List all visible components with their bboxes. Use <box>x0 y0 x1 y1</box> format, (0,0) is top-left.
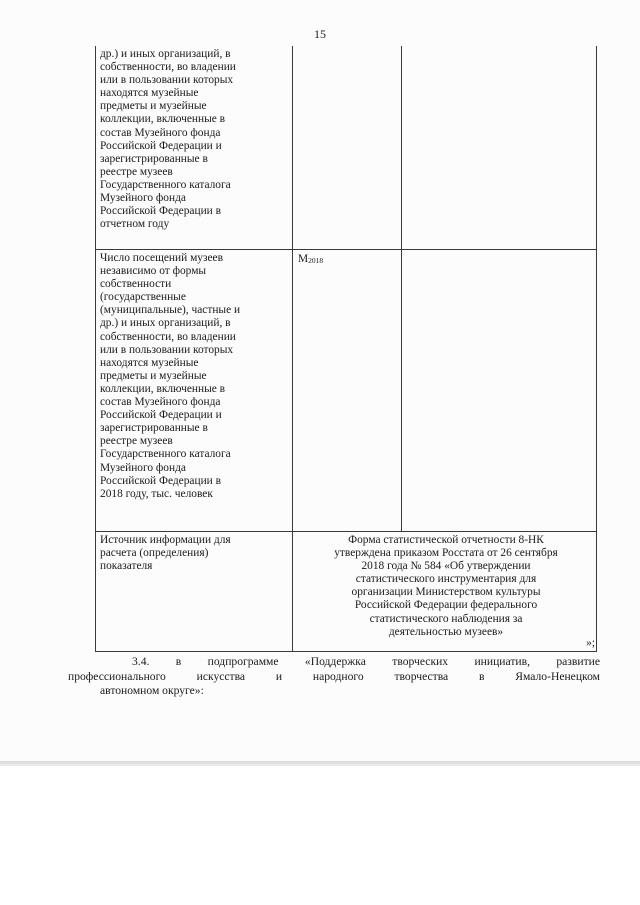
label-line: коллекции, включенные в <box>100 382 226 395</box>
source-line: статистического наблюдения за <box>369 612 523 625</box>
page-number: 15 <box>314 27 326 41</box>
label-line: расчета (определения) <box>100 547 209 560</box>
label-line: состав Музейного фонда <box>100 126 221 139</box>
label-line: отчетном году <box>100 218 170 231</box>
label-line: (государственные <box>100 291 186 304</box>
label-line: или в пользовании которых <box>100 343 234 356</box>
label-line: зарегистрированные в <box>100 152 208 165</box>
symbol-letter: M <box>298 253 309 265</box>
paragraph-line-3: автономном округе»: <box>100 684 204 698</box>
label-line: др.) и иных организаций, в <box>100 317 231 330</box>
paragraph-line-1: 3.4. в подпрограмме «Поддержка творческих инициатив, развитие <box>132 655 600 668</box>
label-line: собственности, во владении <box>100 330 236 343</box>
table-row-2-symbol <box>298 253 398 267</box>
label-line: находятся музейные <box>100 87 199 100</box>
source-line: организации Министерством культуры <box>351 586 541 599</box>
source-line: статистического инструментария для <box>355 573 537 586</box>
table-column-divider-main <box>292 531 293 652</box>
table-row-3-source <box>298 534 594 639</box>
label-line: др.) и иных организаций, в <box>100 48 231 60</box>
table-row-divider-2 <box>95 531 597 532</box>
table-column-divider-2 <box>401 46 402 531</box>
table-border-right <box>596 46 597 652</box>
label-line: состав Музейного фонда <box>100 396 221 409</box>
label-line: коллекции, включенные в <box>100 113 226 126</box>
label-line: Российской Федерации и <box>100 139 222 152</box>
label-line: или в пользовании которых <box>100 74 234 87</box>
table-row-2-label <box>100 252 290 501</box>
label-line: зарегистрированные в <box>100 422 208 435</box>
subprogram-paragraph <box>68 655 600 699</box>
label-line: собственности, во владении <box>100 61 236 74</box>
table-border-left <box>95 46 96 652</box>
page-bottom-edge <box>0 761 640 766</box>
source-line: Российской Федерации федерального <box>354 599 538 612</box>
table-row-divider-1 <box>95 249 597 250</box>
table-border-bottom <box>95 651 597 652</box>
label-line: независимо от формы <box>100 265 207 278</box>
table-column-divider-1 <box>292 46 293 531</box>
symbol-subscript: 2018 <box>308 256 324 265</box>
label-line: предметы и музейные <box>100 369 207 382</box>
label-line: собственности <box>100 278 172 291</box>
label-line: Число посещений музеев <box>100 252 223 264</box>
source-line: 2018 года № 584 «Об утверждении <box>361 560 531 573</box>
label-line: Источник информации для <box>100 534 231 546</box>
source-line: утверждена приказом Росстата от 26 сентября <box>334 547 558 560</box>
label-line: реестре музеев <box>100 435 173 448</box>
label-line: Музейного фонда <box>100 461 186 474</box>
source-line: деятельностью музеев» <box>388 625 504 638</box>
label-line: Российской Федерации в <box>100 474 222 487</box>
label-line: показателя <box>100 560 153 573</box>
label-line: 2018 году, тыс. человек <box>100 487 213 500</box>
label-line: Музейного фонда <box>100 192 186 205</box>
table-closing-mark: »; <box>586 637 595 649</box>
label-line: Российской Федерации и <box>100 409 222 422</box>
label-line: Государственного каталога <box>100 178 231 191</box>
label-line: находятся музейные <box>100 356 199 369</box>
label-line: реестре музеев <box>100 165 173 178</box>
source-line: Форма статистической отчетности 8-НК <box>348 534 544 546</box>
label-line: Государственного каталога <box>100 448 231 461</box>
label-line: предметы и музейные <box>100 100 207 113</box>
label-line: Российской Федерации в <box>100 205 222 218</box>
table-row-1-label <box>100 48 290 231</box>
label-line: (муниципальные), частные и <box>100 304 241 317</box>
table-row-3-label <box>100 534 290 573</box>
paragraph-line-2: профессионального искусства и народного творчества в Ямало-Ненецком <box>68 669 600 683</box>
